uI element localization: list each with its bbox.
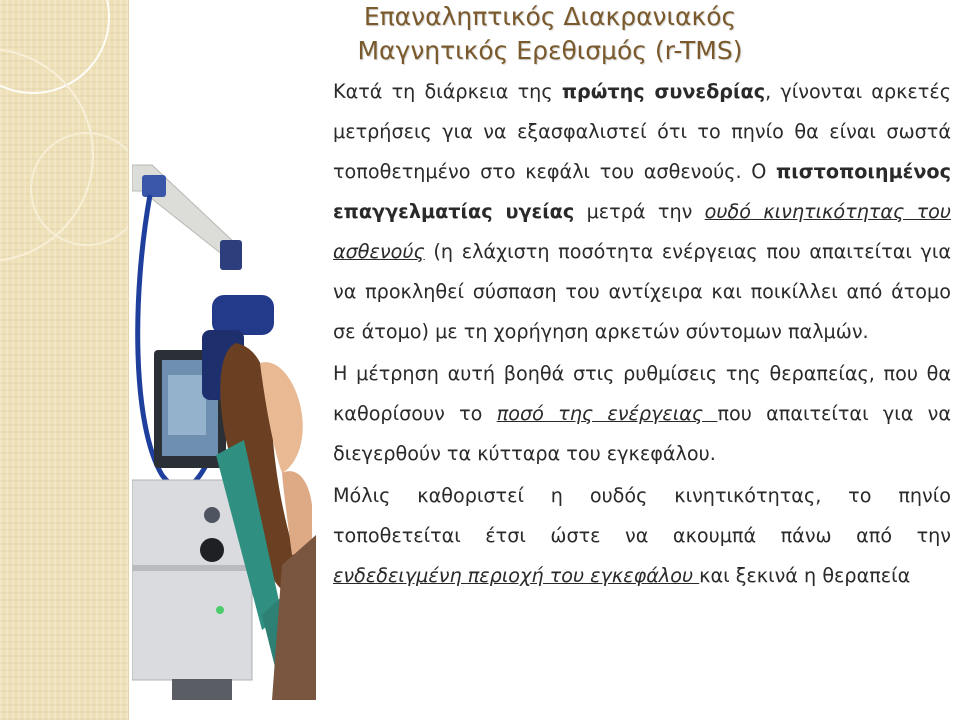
underlined-term: ουδό κινητικότητας του ασθενούς: [333, 200, 951, 263]
text-run: Κατά τη διάρκεια της: [333, 80, 562, 103]
paragraph-first-session: [333, 72, 951, 352]
rtms-treatment-photo: [132, 95, 316, 700]
paragraph-measurement: [333, 354, 951, 474]
paragraph-coil-placement: [333, 476, 951, 596]
bold-text: πιστοποιημένος επαγγελματίας υγείας: [333, 160, 951, 223]
underlined-term: ενδεδειγμένη περιοχή του εγκεφάλου: [333, 564, 700, 587]
slide-body: [333, 72, 951, 596]
text-run: και ξεκινά η θεραπεία: [699, 564, 911, 587]
text-run: Η μέτρηση αυτή βοηθά στις ρυθμίσεις της θεραπείας, που θα καθορίσουν το: [333, 362, 951, 425]
text-run: Μόλις καθοριστεί η ουδός κινητικότητας, το πηνίο τοποθετείται έτσι ώστε να ακουμπά πάνω από την: [333, 484, 951, 547]
sidebar-divider: [128, 0, 129, 720]
underlined-term: ποσό της ενέργειας: [496, 402, 718, 425]
title-line-1: Επαναληπτικός Διακρανιακός: [363, 2, 737, 31]
text-run: (η ελάχιστη ποσότητα ενέργειας που απαιτείται για να προκληθεί σύσπαση του αντίχειρα και ποικίλλει από άτομο σε άτομο) με τη χορήγηση αρκετών σύντομων παλμών.: [333, 240, 951, 343]
text-run: , γίνονται αρκετές μετρήσεις για να εξασφαλιστεί ότι το πηνίο θα είναι σωστά τοποθετημένο στο κεφάλι του ασθενούς. Ο: [333, 80, 951, 183]
title-line-2: Μαγνητικός Ερεθισμός (r-TMS): [357, 36, 743, 65]
text-run: που απαιτείται για να διεγερθούν τα κύτταρα του εγκεφάλου.: [333, 402, 951, 465]
decorative-sidebar: [0, 0, 128, 720]
slide-title: [300, 0, 800, 68]
text-run: μετρά την: [574, 200, 705, 223]
bold-text: πρώτης συνεδρίας: [561, 80, 766, 103]
